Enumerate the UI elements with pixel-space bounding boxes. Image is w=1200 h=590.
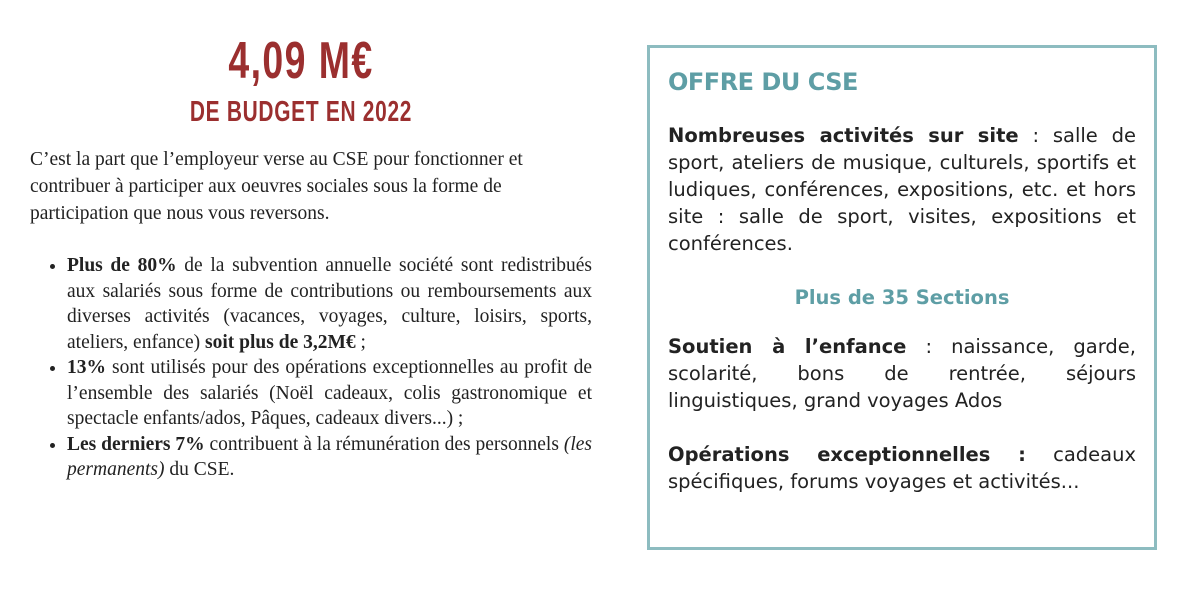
list-item bbox=[67, 432, 592, 483]
italic-text: (les permanents) bbox=[67, 433, 592, 480]
list-item bbox=[67, 355, 592, 432]
text: sont utilisés pour des opérations exceptionnelles au profit de l’ensemble des salariés (Noël cadeaux, colis gastronomique et spectacle enfants/ados, Pâques, cadeaux divers...) ; bbox=[67, 357, 592, 429]
operations-text: cadeaux spécifiques, forums voyages et activités... bbox=[668, 443, 1136, 493]
activites-label: Nombreuses activités sur site bbox=[668, 124, 1019, 147]
operations-block bbox=[668, 441, 1136, 495]
offre-box bbox=[647, 45, 1157, 550]
text: contribuent à la rémunération des personnels bbox=[204, 433, 564, 455]
text: de la subvention annuelle société sont redistribués aux salariés sous forme de contributions ou remboursements aux diverses activités (vacances, voyages, culture, loisirs, sports, ateliers, enfance) bbox=[67, 255, 593, 353]
activites-text: : salle de sport, ateliers de musique, culturels, sportifs et ludiques, conférences, expositions, etc. et hors site : salle de sport, visites, expositions et conférences. bbox=[668, 124, 1136, 255]
enfance-text: : naissance, garde, scolarité, bons de rentrée, séjours linguistiques, grand voyages Ados bbox=[668, 335, 1136, 412]
budget-subtitle: DE BUDGET EN 2022 bbox=[189, 96, 413, 128]
bold-text: soit plus de 3,2M€ bbox=[205, 331, 356, 353]
operations-label: Opérations exceptionnelles : bbox=[668, 443, 1026, 466]
bold-text: Plus de 80% bbox=[67, 255, 177, 276]
budget-section bbox=[30, 30, 592, 483]
list-item bbox=[67, 253, 592, 355]
sections-heading: Plus de 35 Sections bbox=[794, 286, 1010, 309]
activites-block bbox=[668, 122, 1136, 257]
budget-amount: 4,09 M€ bbox=[228, 32, 374, 90]
enfance-block bbox=[668, 333, 1136, 414]
bold-text: 13% bbox=[67, 357, 106, 378]
bold-text: Les derniers 7% bbox=[67, 433, 205, 455]
text: ; bbox=[355, 331, 366, 353]
offre-title: OFFRE DU CSE bbox=[668, 68, 858, 96]
budget-intro: C’est la part que l’employeur verse au CSE pour fonctionner et contribuer à participer aux oeuvres sociales sous la forme de participation que nous vous reversons. bbox=[30, 149, 523, 224]
budget-breakdown-list bbox=[30, 253, 592, 483]
text: du CSE. bbox=[164, 459, 235, 480]
enfance-label: Soutien à l’enfance bbox=[668, 335, 907, 358]
